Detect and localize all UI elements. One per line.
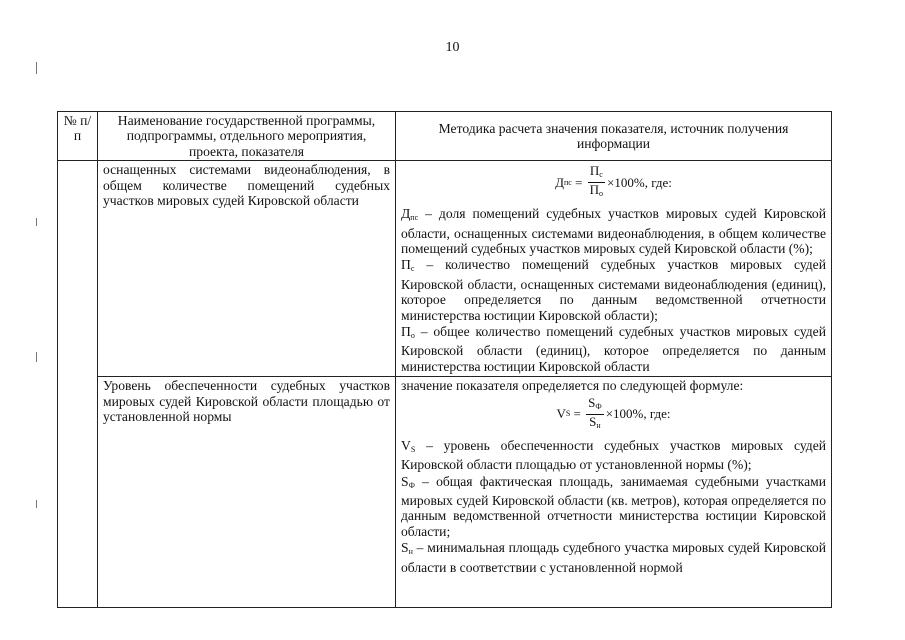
formula: Д пс = $\frac{П_с}{П_о}$ ×100%, где: xyxy=(555,163,672,199)
header-method: Методика расчета значения показателя, источник получения информации xyxy=(396,112,832,161)
method-intro: значение показателя определяется по следующей формуле: xyxy=(401,378,744,394)
table-row xyxy=(58,161,832,377)
margin-mark xyxy=(36,218,37,226)
definition: $V_S$ – уровень обеспеченности судебных участков мировых судей Кировской области площадью от установленной нормы (%); xyxy=(401,437,826,473)
indicator-name-cell: Уровень обеспеченности судебных участков мировых судей Кировской области площадью от установленной нормы xyxy=(98,377,396,608)
page-number: 10 xyxy=(445,40,460,55)
table-row xyxy=(58,377,832,608)
indicator-table xyxy=(57,111,832,608)
header-name: Наименование государственной программы, подпрограммы, отдельного мероприятия, проекта, показателя xyxy=(98,112,396,161)
margin-mark xyxy=(36,62,37,74)
method-cell xyxy=(396,377,832,608)
definition: $S_Ф$ – общая фактическая площадь, занимаемая судебными участками мировых судей Кировской области (кв. метров), которая определяется по данным ведомственной отчетности министерства юстиции Кировской области; xyxy=(401,473,826,539)
row-number-cell xyxy=(58,161,98,608)
definition: $П_с$ – количество помещений судебных участков мировых судей Кировской области, оснащенных системами видеонаблюдения (единиц), которое определяется по данным ведомственной отчетности министерства юстиции Кировской области); xyxy=(401,257,826,323)
table-header-row xyxy=(58,112,832,161)
formula: V S = $\frac{S_Ф}{S_н}$ ×100%, где: xyxy=(556,394,671,430)
definition: $S_н$ – минимальная площадь судебного участка мировых судей Кировской области в соответствии с установленной нормой xyxy=(401,540,826,575)
indicator-name-cell: оснащенных системами видеонаблюдения, в общем количестве помещений судебных участков мировых судей Кировской области xyxy=(98,161,396,377)
definition: $П_о$ – общее количество помещений судебных участков мировых судей Кировской области (единиц), которое определяется по данным министерства юстиции Кировской области xyxy=(401,324,826,374)
margin-mark xyxy=(36,352,37,362)
header-number: № п/п xyxy=(58,112,98,161)
margin-mark xyxy=(36,500,37,508)
method-cell xyxy=(396,161,832,377)
definition: $Д_{пс}$ – доля помещений судебных участков мировых судей Кировской области, оснащенных системами видеонаблюдения, в общем количестве помещений судебных участков мировых судей Кировской области (%); xyxy=(401,206,826,257)
